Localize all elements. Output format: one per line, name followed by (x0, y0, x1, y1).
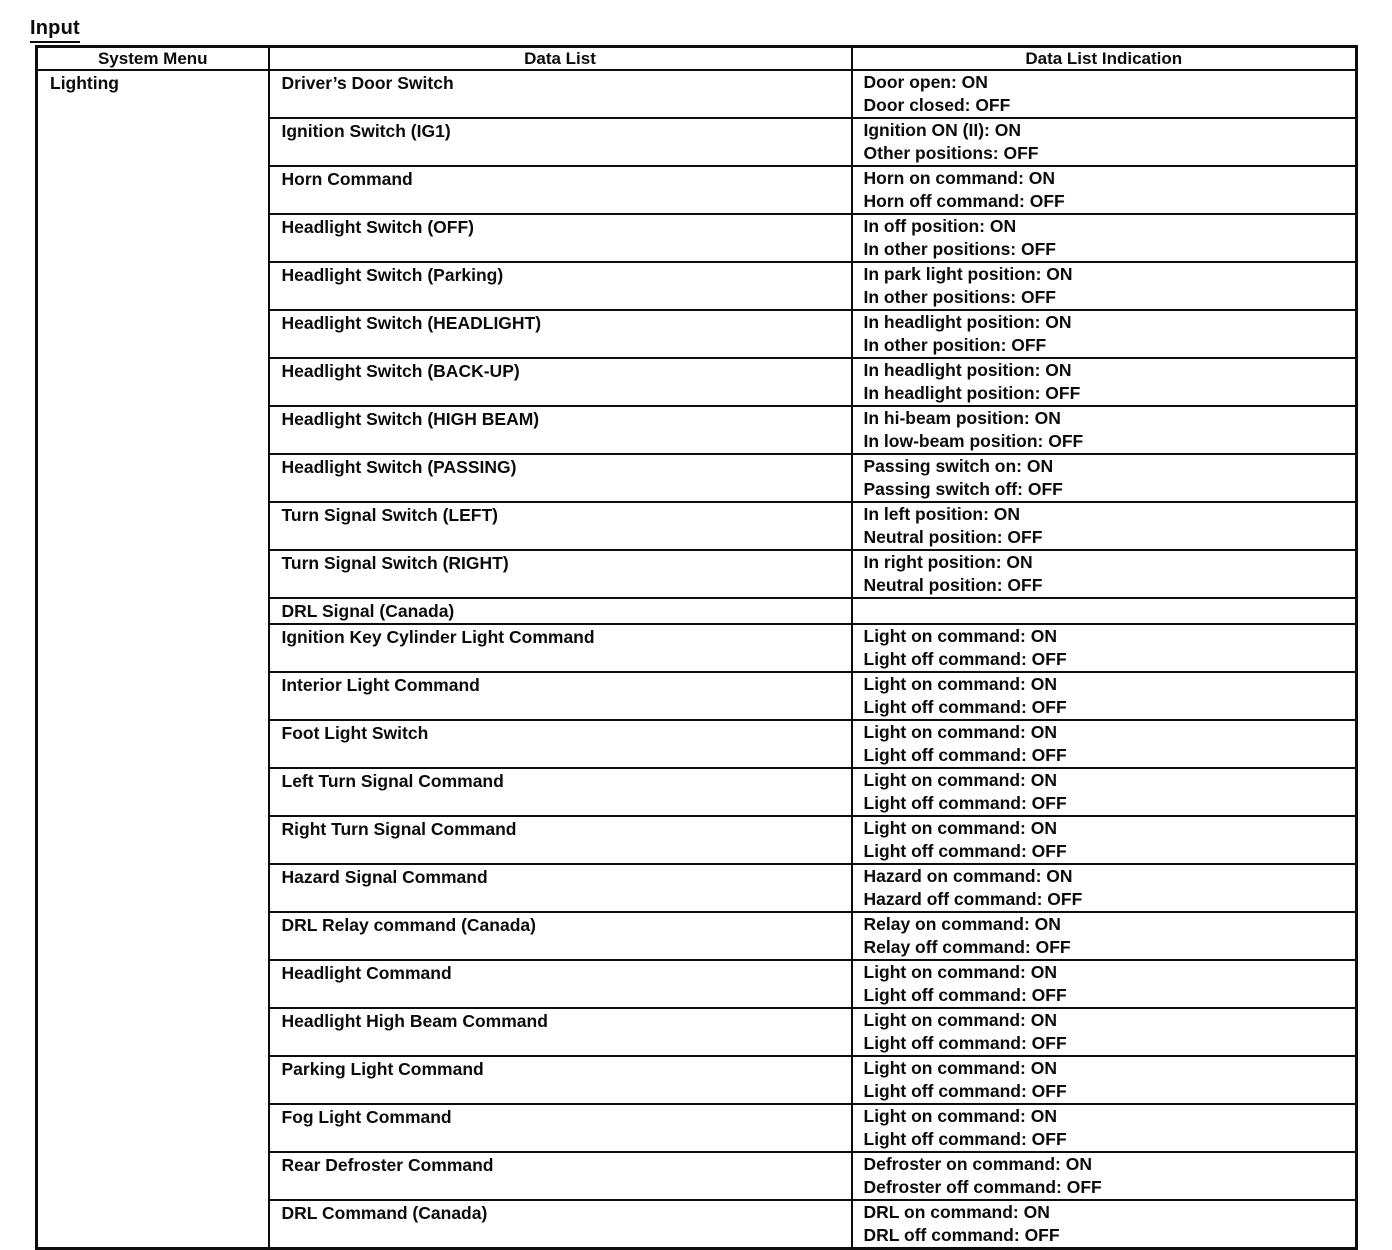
data-list-cell: Left Turn Signal Command (269, 768, 852, 816)
indication-line: Ignition ON (II): ON (863, 120, 1021, 140)
indication-line: Defroster off command: OFF (863, 1177, 1102, 1197)
indication-line: In other positions: OFF (863, 239, 1056, 259)
indication-line: Neutral position: OFF (863, 527, 1043, 547)
indication-line: Hazard on command: ON (863, 866, 1073, 886)
indication-cell (852, 816, 1357, 864)
indication-line: Neutral position: OFF (863, 575, 1043, 595)
data-list-cell: Turn Signal Switch (LEFT) (269, 502, 852, 550)
indication-line: In headlight position: ON (863, 360, 1072, 380)
indication-line: In left position: ON (863, 504, 1021, 524)
indication-cell (852, 624, 1357, 672)
indication-cell (852, 502, 1357, 550)
indication-line: Light on command: ON (863, 818, 1057, 838)
indication-cell (852, 454, 1357, 502)
indication-line: DRL on command: ON (863, 1202, 1050, 1222)
indication-cell (852, 1104, 1357, 1152)
header-data-list: Data List (269, 47, 852, 71)
data-list-table (35, 45, 1358, 1250)
indication-cell (852, 166, 1357, 214)
header-data-list-indication: Data List Indication (852, 47, 1357, 71)
indication-line: Light on command: ON (863, 1010, 1057, 1030)
data-list-cell: Headlight Switch (BACK-UP) (269, 358, 852, 406)
indication-line: Defroster on command: ON (863, 1154, 1092, 1174)
indication-line: Light off command: OFF (863, 985, 1067, 1005)
header-row (37, 47, 1357, 71)
indication-line: Light off command: OFF (863, 649, 1067, 669)
data-list-cell: DRL Command (Canada) (269, 1200, 852, 1249)
indication-line: Door open: ON (863, 72, 988, 92)
indication-line: Light on command: ON (863, 1106, 1057, 1126)
indication-line: Horn on command: ON (863, 168, 1056, 188)
data-list-cell: Rear Defroster Command (269, 1152, 852, 1200)
header-system-menu: System Menu (37, 47, 269, 71)
indication-line: Light on command: ON (863, 626, 1057, 646)
page-title: Input (30, 17, 80, 43)
indication-line: Light off command: OFF (863, 1081, 1067, 1101)
indication-cell (852, 720, 1357, 768)
indication-line: In low-beam position: OFF (863, 431, 1084, 451)
data-list-cell: Hazard Signal Command (269, 864, 852, 912)
indication-cell (852, 960, 1357, 1008)
table-row (37, 70, 1357, 118)
data-list-cell: Right Turn Signal Command (269, 816, 852, 864)
data-list-cell: Foot Light Switch (269, 720, 852, 768)
indication-line: DRL off command: OFF (863, 1225, 1060, 1245)
indication-line: Light off command: OFF (863, 793, 1067, 813)
indication-cell (852, 70, 1357, 118)
indication-line: Door closed: OFF (863, 95, 1011, 115)
indication-cell (852, 1008, 1357, 1056)
indication-line: Light off command: OFF (863, 745, 1067, 765)
data-list-cell: Headlight Switch (OFF) (269, 214, 852, 262)
data-list-cell: Headlight High Beam Command (269, 1008, 852, 1056)
indication-cell (852, 406, 1357, 454)
system-menu-cell: Lighting (37, 70, 269, 1249)
indication-cell (852, 912, 1357, 960)
indication-cell (852, 598, 1357, 624)
indication-line: Light on command: ON (863, 770, 1057, 790)
indication-cell (852, 864, 1357, 912)
data-list-cell: DRL Signal (Canada) (269, 598, 852, 624)
indication-line: Passing switch off: OFF (863, 479, 1063, 499)
indication-cell (852, 118, 1357, 166)
indication-line: Light on command: ON (863, 674, 1057, 694)
data-list-cell: Headlight Switch (PASSING) (269, 454, 852, 502)
indication-cell (852, 1152, 1357, 1200)
indication-line: Hazard off command: OFF (863, 889, 1083, 909)
indication-line: Relay on command: ON (863, 914, 1061, 934)
table-body (37, 70, 1357, 1249)
indication-line: Other positions: OFF (863, 143, 1039, 163)
indication-line: Light on command: ON (863, 1058, 1057, 1078)
data-list-cell: Headlight Switch (HIGH BEAM) (269, 406, 852, 454)
indication-cell (852, 672, 1357, 720)
indication-cell (852, 358, 1357, 406)
indication-line: Light off command: OFF (863, 1033, 1067, 1053)
indication-cell (852, 1200, 1357, 1249)
indication-line: In headlight position: ON (863, 312, 1072, 332)
data-list-cell: Horn Command (269, 166, 852, 214)
data-list-cell: Headlight Switch (Parking) (269, 262, 852, 310)
indication-line: In off position: ON (863, 216, 1017, 236)
data-list-cell: DRL Relay command (Canada) (269, 912, 852, 960)
indication-line: In right position: ON (863, 552, 1033, 572)
data-list-cell: Interior Light Command (269, 672, 852, 720)
indication-line: In headlight position: OFF (863, 383, 1081, 403)
data-list-cell: Turn Signal Switch (RIGHT) (269, 550, 852, 598)
indication-line: In other positions: OFF (863, 287, 1056, 307)
indication-line: Light off command: OFF (863, 841, 1067, 861)
indication-line: Light on command: ON (863, 722, 1057, 742)
indication-line: In hi-beam position: ON (863, 408, 1061, 428)
indication-line: Relay off command: OFF (863, 937, 1071, 957)
data-list-cell: Ignition Switch (IG1) (269, 118, 852, 166)
data-list-cell: Headlight Switch (HEADLIGHT) (269, 310, 852, 358)
indication-line: Passing switch on: ON (863, 456, 1054, 476)
indication-cell (852, 214, 1357, 262)
indication-line: Light off command: OFF (863, 697, 1067, 717)
data-list-cell: Ignition Key Cylinder Light Command (269, 624, 852, 672)
indication-line: Horn off command: OFF (863, 191, 1065, 211)
data-list-cell: Parking Light Command (269, 1056, 852, 1104)
indication-line: In other position: OFF (863, 335, 1047, 355)
data-list-cell: Headlight Command (269, 960, 852, 1008)
indication-line: Light off command: OFF (863, 1129, 1067, 1149)
data-list-cell: Driver’s Door Switch (269, 70, 852, 118)
indication-cell (852, 1056, 1357, 1104)
indication-line: In park light position: ON (863, 264, 1073, 284)
indication-cell (852, 550, 1357, 598)
indication-cell (852, 310, 1357, 358)
indication-line: Light on command: ON (863, 962, 1057, 982)
data-list-cell: Fog Light Command (269, 1104, 852, 1152)
indication-cell (852, 768, 1357, 816)
indication-cell (852, 262, 1357, 310)
